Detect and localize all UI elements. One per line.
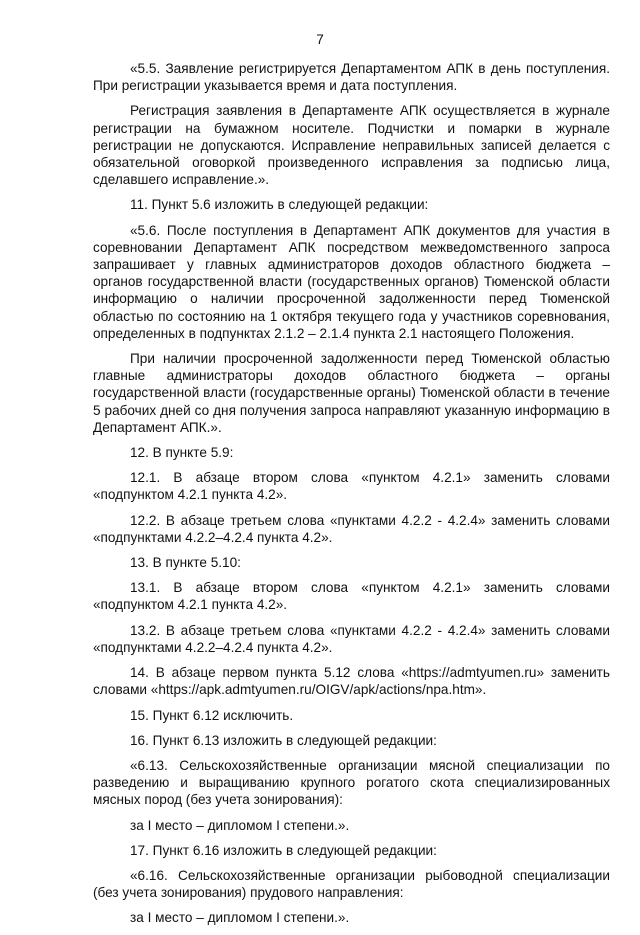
paragraph: 16. Пункт 6.13 изложить в следующей редакции: [130, 732, 437, 748]
paragraph: за I место – дипломом I степени.». [130, 817, 350, 833]
paragraph: 15. Пункт 6.12 исключить. [130, 707, 294, 723]
paragraph: 13. В пункте 5.10: [130, 555, 241, 571]
paragraph: 12.1. В абзаце втором слова «пунктом 4.2.1» заменить словами «подпунктом 4.2.1 пункта 4.2». [93, 470, 610, 503]
paragraph: «5.5. Заявление регистрируется Департаментом АПК в день поступления. При регистрации указывается время и дата поступления. [93, 61, 610, 94]
paragraph: При наличии просроченной задолженности перед Тюменской областью главные администраторы доходов областного бюджета – органы государственной власти (государственные органы) Тюменской области в течение 5 рабочих дней со дня получения запроса направляют указанную информацию в Департамент АПК.». [93, 351, 610, 435]
paragraph: 13.1. В абзаце втором слова «пунктом 4.2.1» заменить словами «подпунктом 4.2.1 пункта 4.2». [93, 580, 610, 613]
page-number: 7 [316, 32, 324, 47]
paragraph: 13.2. В абзаце третьем слова «пунктами 4.2.2 - 4.2.4» заменить словами «подпунктами 4.2.2–4.2.4 пункта 4.2». [93, 622, 610, 655]
paragraph: 17. Пункт 6.16 изложить в следующей редакции: [130, 842, 437, 858]
paragraph: «6.13. Сельскохозяйственные организации мясной специализации по разведению и выращиванию крупного рогатого скота специализированных мясных пород (без учета зонирования): [93, 757, 610, 808]
paragraph: за I место – дипломом I степени.». [130, 910, 350, 926]
document-body [93, 60, 610, 935]
paragraph: Регистрация заявления в Департаменте АПК осуществляется в журнале регистрации на бумажном носителе. Подчистки и помарки в журнале регистрации не допускаются. Исправление неправильных записей делается с обязательной оговоркой произведенного исправления за подписью лица, сделавшего исправление.». [93, 103, 610, 188]
paragraph: 11. Пункт 5.6 изложить в следующей редакции: [130, 197, 429, 213]
paragraph: «5.6. После поступления в Департамент АПК документов для участия в соревновании Департамент АПК посредством межведомственного запроса запрашивает у главных администраторов доходов областного бюджета – органов государственной власти (государственных органов) Тюменской области информацию о наличии просроченной задолженности перед Тюменской областью по состоянию на 1 октября текущего года у участников соревнования, определенных в подпунктах 2.1.2 – 2.1.4 пункта 2.1 настоящего Положения. [93, 222, 610, 341]
paragraph: «6.16. Сельскохозяйственные организации рыбоводной специализации (без учета зонирования) прудового направления: [93, 867, 610, 901]
paragraph: 14. В абзаце первом пункта 5.12 слова «https://admtyumen.ru» заменить словами «https://apk.admtyumen.ru/OIGV/apk/actions/npa.htm». [93, 665, 610, 698]
paragraph: 12.2. В абзаце третьем слова «пунктами 4.2.2 - 4.2.4» заменить словами «подпунктами 4.2.2–4.2.4 пункта 4.2». [93, 512, 610, 545]
paragraph: 12. В пункте 5.9: [130, 445, 234, 461]
